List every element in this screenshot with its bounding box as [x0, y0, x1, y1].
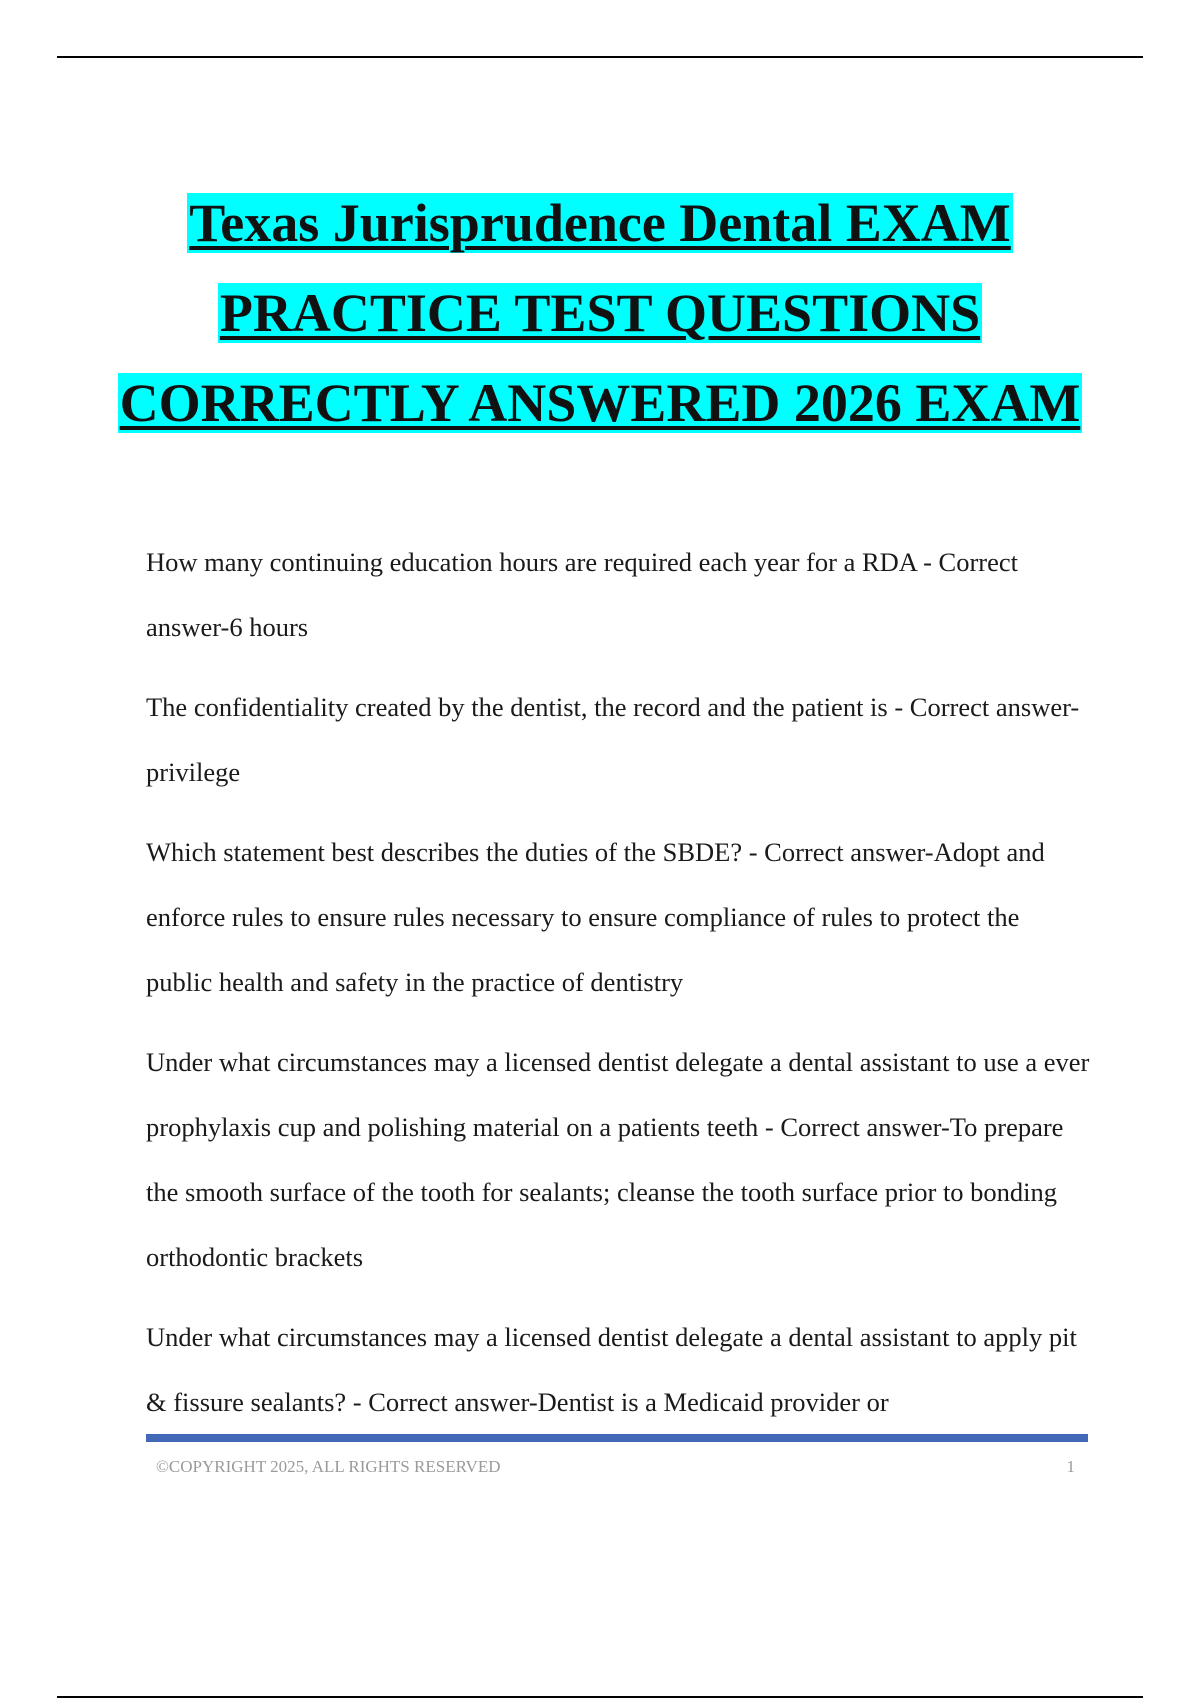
- page-number: 1: [1066, 1457, 1075, 1476]
- question-answer-list: [146, 530, 1090, 1450]
- qa-item: Which statement best describes the duties of the SBDE? - Correct answer-Adopt and enforce rules to ensure rules necessary to ensure compliance of rules to protect the public health and safety in the practice of dentistry: [146, 837, 1045, 997]
- footer-divider: [146, 1434, 1088, 1442]
- qa-item: How many continuing education hours are required each year for a RDA - Correct answer-6 hours: [146, 547, 1018, 642]
- qa-item: Under what circumstances may a licensed dentist delegate a dental assistant to apply pit & fissure sealants? - Correct answer-Dentist is a Medicaid provider or: [146, 1322, 1077, 1417]
- title-line-3: CORRECTLY ANSWERED 2026 EXAM: [119, 373, 1081, 433]
- top-rule: [57, 56, 1143, 58]
- qa-item: The confidentiality created by the dentist, the record and the patient is - Correct answer-privilege: [146, 692, 1080, 787]
- copyright-notice: ©COPYRIGHT 2025, ALL RIGHTS RESERVED: [156, 1457, 501, 1476]
- title-line-1: Texas Jurisprudence Dental EXAM: [189, 193, 1011, 253]
- title-line-2: PRACTICE TEST QUESTIONS: [219, 283, 981, 343]
- qa-item: Under what circumstances may a licensed dentist delegate a dental assistant to use a ever prophylaxis cup and polishing material on a patients teeth - Correct answer-To prepare the smooth surface of the tooth for sealants; cleanse the tooth surface prior to bonding orthodontic brackets: [146, 1047, 1090, 1272]
- document-title: [0, 178, 1200, 448]
- bottom-rule: [57, 1696, 1143, 1698]
